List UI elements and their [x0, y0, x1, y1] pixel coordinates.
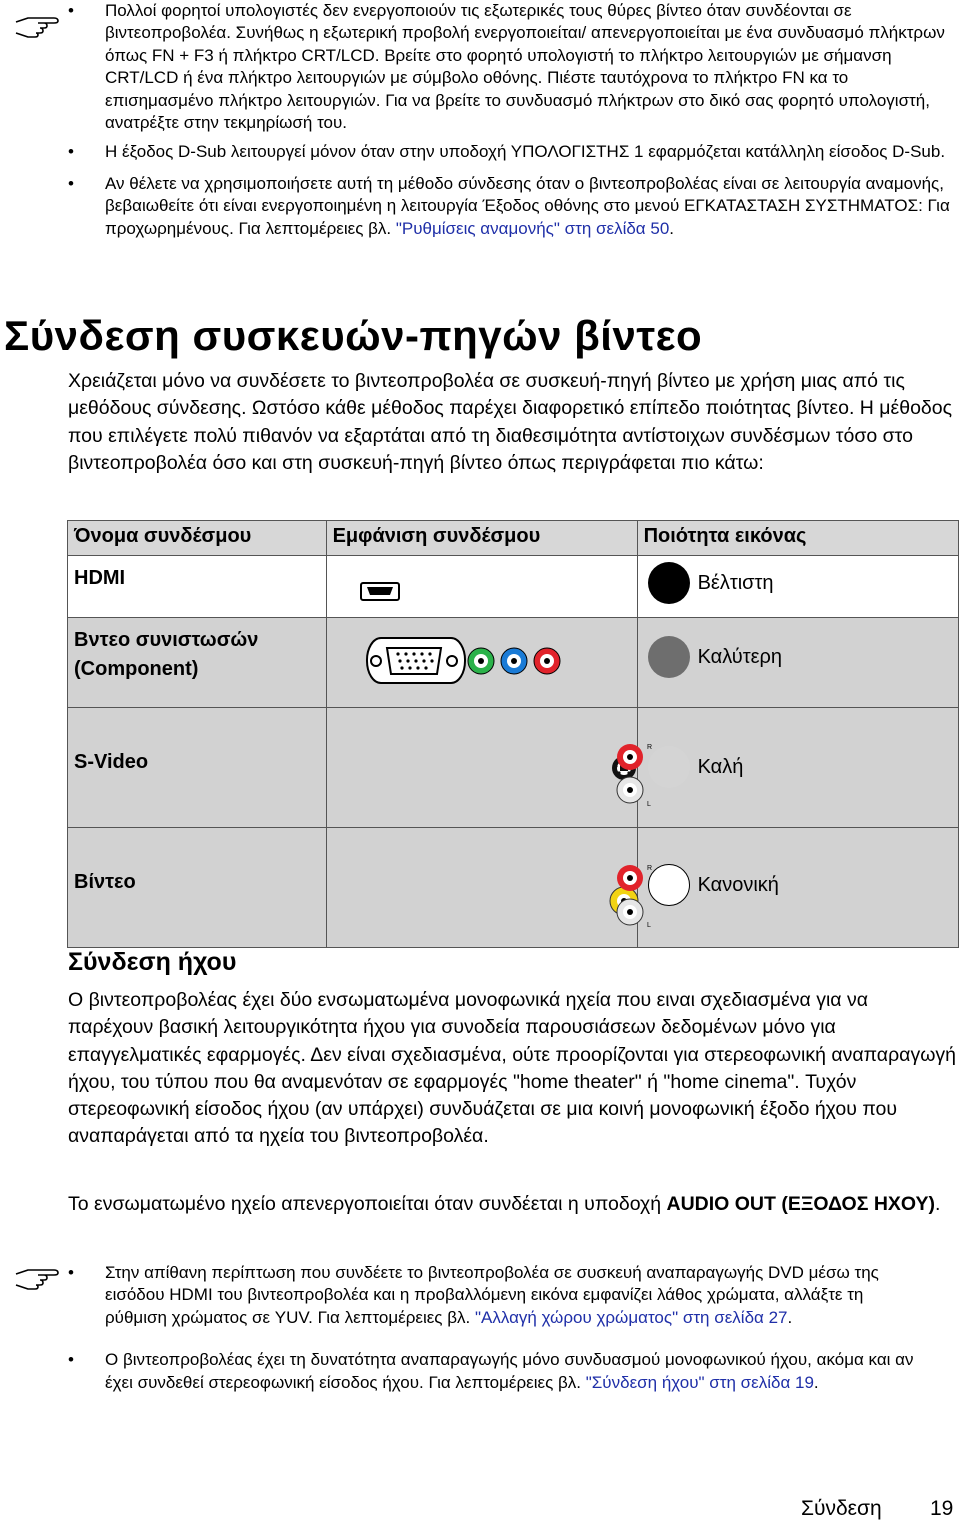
note-text-end: .	[787, 1307, 793, 1327]
composite-video-audio-connector-icon	[327, 828, 652, 942]
note-item	[68, 1349, 928, 1394]
bottom-notes-list	[68, 1262, 928, 1394]
quality-dot-normal-icon	[648, 864, 690, 906]
note-text: Στην απίθανη περίπτωση που συνδέετε το βιντεοπροβολέα σε συσκευή αναπαραγωγής DVD μέσω της εισόδου HDMI του βιντεοπροβολέα και η προβαλλόμενη εικόνα εμφανίζει λάθος χρώματα, αλλάξτε τη ρύθμιση χρώματος σε YUV. Για λεπτομέρειες βλ.	[105, 1263, 879, 1327]
footer-page-number: 19	[930, 1497, 954, 1520]
audio-out-paragraph	[68, 1191, 958, 1218]
header-connector-name: Όνομα συνδέσμου	[68, 521, 327, 556]
quality-dot-best-icon	[648, 562, 690, 604]
quality-label: Καλύτερη	[697, 645, 783, 668]
note-hand-icon	[14, 10, 60, 38]
table-row	[68, 556, 959, 618]
quality-label: Βέλτιστη	[697, 571, 774, 594]
table-row	[68, 708, 959, 828]
svideo-audio-connector-icon	[327, 708, 652, 822]
header-connector-appearance: Εμφάνιση συνδέσμου	[326, 521, 637, 556]
link-color-space[interactable]: "Αλλαγή χώρου χρώματος" στη σελίδα 27	[474, 1307, 788, 1327]
audio-paragraph: Ο βιντεοπροβολέας έχει δύο ενσωματωμένα μονοφωνικά ηχεία που ειναι σχεδιασμένα για να παρέχουν βασική λειτουργικότητα ήχου για συνοδεία παρουσιάσεων δεδομένων μόνο για επαγγελματικές εφαρμογές. Δεν είναι σχεδιασμένα, ούτε προορίζονται για στερεοφωνική αναπαραγωγή ήχου, του τύπου που θα αναμενόταν σε εφαρμογές "home theater" ή "home cinema". Τυχόν στερεοφωνική είσοδος ήχου (αν υπάρχει) συνδυάζεται σε μια κοινή μονοφωνική έξοδο ήχου που αναπαράγεται από τα ηχεία του βιντεοπροβολέα.	[68, 989, 957, 1148]
quality-label: Καλή	[697, 755, 744, 778]
jack-label-left: L	[646, 922, 651, 929]
link-standby-settings[interactable]: "Ρυθμίσεις αναμονής" στη σελίδα 50	[395, 218, 670, 238]
note-text: Ο βιντεοπροβολέας έχει τη δυνατότητα αναπαραγωγής μόνο συνδυασμού μονοφωνικού ήχου, ακόμα και αν έχει συνδεθεί στερεοφωνική είσοδος ήχου. Για λεπτομέρειες βλ.	[105, 1350, 914, 1392]
jack-label-left: L	[646, 801, 651, 808]
note-item	[68, 1262, 928, 1329]
quality-dot-good-icon	[648, 746, 690, 788]
connector-table	[67, 520, 959, 948]
intro-paragraph: Χρειάζεται μόνο να συνδέσετε το βιντεοπροβολέα σε συσκευή-πηγή βίντεο με χρήση μιας από τις μεθόδους σύνδεσης. Ωστόσο κάθε μέθοδος παρέχει διαφορετικό επίπεδο ποιότητας βίντεο. Η μέθοδος που επιλέγετε πολύ πιθανόν να εξαρτάται από τη διαθεσιμότητα αντίστοιχων συνδέσμων τόσο στο βιντεοπροβολέα όσο και στη συσκευή-πηγή βίντεο όπως περιγράφεται πιο κάτω:	[68, 370, 953, 474]
note-text: Αν θέλετε να χρησιμοποιήσετε αυτή τη μέθοδο σύνδεσης όταν ο βιντεοπροβολέας είναι σε λειτουργία αναμονής, βεβαιωθείτε ότι είναι ενεργοποιημένη η λειτουργία Έξοδος οθόνης στο μενού ΕΓΚΑΤΑΣΤΑΣΗ ΣΥΣΤΗΜΑΤΟΣ: Για προχωρημένους. Για λεπτομέρειες βλ.	[105, 173, 950, 238]
note-item	[68, 173, 958, 240]
connector-name: HDMI	[68, 556, 327, 618]
audio-out-text-end: .	[935, 1193, 941, 1215]
note-text-end: .	[669, 218, 675, 238]
note-item: • Η έξοδος D-Sub λειτουργεί μόνον όταν στην υποδοχή ΥΠΟΛΟΓΙΣΤΗΣ 1 εφαρμόζεται κατάλληλη είσοδος D-Sub.	[68, 141, 958, 163]
note-hand-icon	[14, 1262, 60, 1290]
audio-out-port-label: AUDIO OUT (ΕΞΟΔΟΣ ΗΧΟΥ)	[666, 1193, 936, 1215]
quality-label: Κανονική	[697, 873, 779, 896]
link-audio-connection[interactable]: "Σύνδεση ήχου" στη σελίδα 19	[585, 1372, 814, 1392]
top-notes-list	[68, 0, 958, 240]
section-title: Σύνδεση συσκευών-πηγών βίντεο	[4, 312, 703, 359]
component-vga-connector-icon	[327, 618, 637, 702]
connector-name: Βίντεο	[68, 828, 327, 948]
connector-name: Βντεο συνιστωσών (Component)	[68, 618, 327, 708]
audio-out-text: Το ενσωματωμένο ηχείο απενεργοποιείται όταν συνδέεται η υποδοχή	[68, 1193, 667, 1215]
table-row	[68, 618, 959, 708]
jack-label-right: R	[646, 865, 652, 872]
quality-dot-better-icon	[648, 636, 690, 678]
hdmi-connector-icon	[327, 556, 637, 612]
note-item: • Πολλοί φορητοί υπολογιστές δεν ενεργοποιούν τις εξωτερικές τους θύρες βίντεο όταν συνδέονται σε βιντεοπροβολέα. Συνήθως η εξωτερική προβολή ενεργοποιείται/ απενεργοποιείται με ένα συνδυασμό πλήκτρων όπως FN + F3 ή πλήκτρο CRT/LCD. Βρείτε στο φορητό υπολογιστή το πλήκτρο λειτουργιών με σήμανση CRT/LCD ή ένα πλήκτρο λειτουργιών με σύμβολο οθόνης. Πιέστε ταυτόχρονα το πλήκτρο FN κα το επισημασμένο πλήκτρο λειτουργιών. Για να βρείτε το συνδυασμό πλήκτρων στο δικό σας φορητό υπολογιστή, ανατρέξτε στην τεκμηρίωσή του.	[68, 0, 958, 134]
header-picture-quality: Ποιότητα εικόνας	[637, 521, 958, 556]
table-row	[68, 828, 959, 948]
table-header-row	[68, 521, 959, 556]
audio-heading: Σύνδεση ήχου	[68, 948, 237, 976]
connector-name: S-Video	[68, 708, 327, 828]
footer-section-name: Σύνδεση	[801, 1497, 882, 1520]
jack-label-right: R	[646, 744, 652, 751]
note-text-end: .	[813, 1372, 819, 1392]
